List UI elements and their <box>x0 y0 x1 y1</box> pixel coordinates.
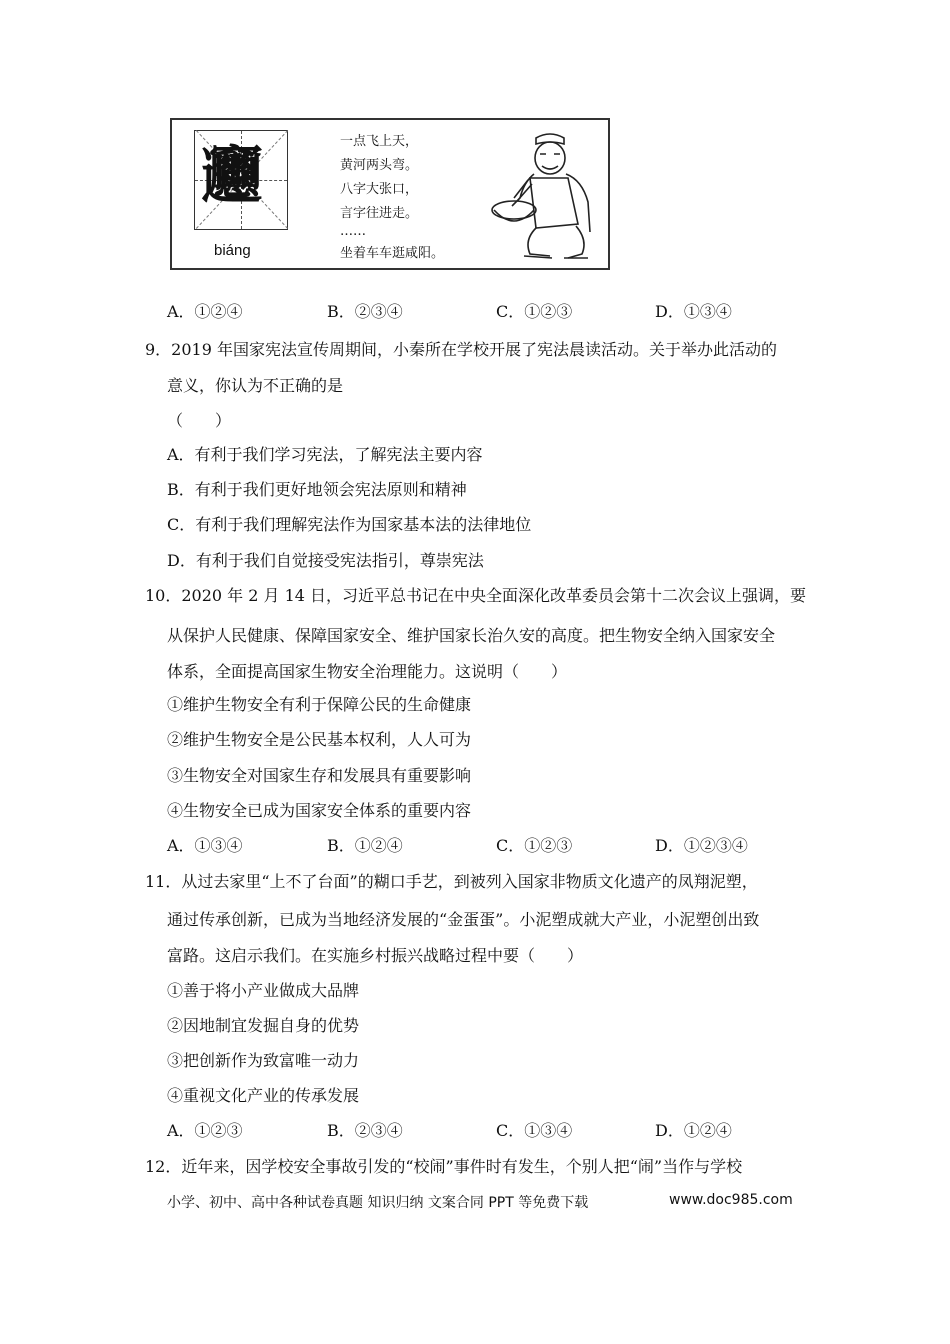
q10-option-d[interactable]: D．①②③④ <box>655 836 748 855</box>
q10-option-c[interactable]: C．①②③ <box>496 836 573 855</box>
q9-answer-paren: （ ） <box>167 411 232 430</box>
q11-option-b[interactable]: B．②③④ <box>327 1121 403 1140</box>
q8-option-b[interactable]: B．②③④ <box>327 302 403 321</box>
q11-option-d[interactable]: D．①②④ <box>655 1121 732 1140</box>
poem-line: 黄河两头弯。 <box>340 158 419 173</box>
q11-item-2: ②因地制宜发掘自身的优势 <box>167 1016 360 1035</box>
poem-line: 坐着车车逛咸阳。 <box>340 246 445 261</box>
poem-line: …… <box>340 224 366 239</box>
q10-stem-cont: 体系，全面提高国家生物安全治理能力。这说明（ ） <box>167 662 568 681</box>
poem-line: 一点飞上天， <box>340 134 419 149</box>
q11-stem-cont: 通过传承创新，已成为当地经济发展的“金蛋蛋”。小泥塑成就大产业，小泥塑创出致 <box>167 910 760 929</box>
q10-stem-cont: 从保护人民健康、保障国家安全、维护国家长治久安的高度。把生物安全纳入国家安全 <box>167 626 776 645</box>
q9-option-b[interactable]: B．有利于我们更好地领会宪法原则和精神 <box>167 480 467 499</box>
q12-stem: 12．近年来，因学校安全事故引发的“校闹”事件时有发生，个别人把“闹”当作与学校 <box>145 1157 743 1176</box>
man-eating-noodles-illustration <box>484 128 604 266</box>
q11-option-a[interactable]: A．①②③ <box>167 1121 243 1140</box>
footer-text: 小学、初中、高中各种试卷真题 知识归纳 文案合同 PPT 等免费下载 <box>167 1195 589 1211</box>
biang-figure <box>170 118 610 270</box>
poem-line: 八字大张口， <box>340 182 419 197</box>
q10-item-1: ①维护生物安全有利于保障公民的生命健康 <box>167 695 472 714</box>
q11-stem-cont: 富路。这启示我们。在实施乡村振兴战略过程中要（ ） <box>167 946 584 965</box>
q11-option-c[interactable]: C．①③④ <box>496 1121 573 1140</box>
q8-option-d[interactable]: D．①③④ <box>655 302 732 321</box>
q10-option-b[interactable]: B．①②④ <box>327 836 403 855</box>
q10-item-3: ③生物安全对国家生存和发展具有重要影响 <box>167 766 472 785</box>
biang-character: 𰻝 <box>202 141 262 211</box>
q8-option-c[interactable]: C．①②③ <box>496 302 573 321</box>
q9-option-c[interactable]: C．有利于我们理解宪法作为国家基本法的法律地位 <box>167 515 532 534</box>
pinyin-label: biáng <box>214 242 251 259</box>
q11-item-1: ①善于将小产业做成大品牌 <box>167 981 360 1000</box>
q11-item-4: ④重视文化产业的传承发展 <box>167 1086 360 1105</box>
q9-stem-cont: 意义，你认为不正确的是 <box>167 376 344 395</box>
q11-stem: 11．从过去家里“上不了台面”的糊口手艺，到被列入国家非物质文化遗产的凤翔泥塑， <box>145 872 758 891</box>
q10-stem: 10．2020 年 2 月 14 日，习近平总书记在中央全面深化改革委员会第十二次会议上强调，要 <box>145 586 807 605</box>
q8-option-a[interactable]: A．①②④ <box>167 302 243 321</box>
poem-line: 言字往进走。 <box>340 206 419 221</box>
q10-option-a[interactable]: A．①③④ <box>167 836 243 855</box>
q11-item-3: ③把创新作为致富唯一动力 <box>167 1051 360 1070</box>
q10-item-4: ④生物安全已成为国家安全体系的重要内容 <box>167 801 472 820</box>
footer-url[interactable]: www.doc985.com <box>669 1192 793 1208</box>
q9-option-a[interactable]: A．有利于我们学习宪法，了解宪法主要内容 <box>167 445 483 464</box>
q10-item-2: ②维护生物安全是公民基本权利，人人可为 <box>167 730 472 749</box>
q9-stem: 9．2019 年国家宪法宣传周期间，小秦所在学校开展了宪法晨读活动。关于举办此活动的 <box>145 340 777 359</box>
q9-option-d[interactable]: D．有利于我们自觉接受宪法指引，尊崇宪法 <box>167 551 484 570</box>
